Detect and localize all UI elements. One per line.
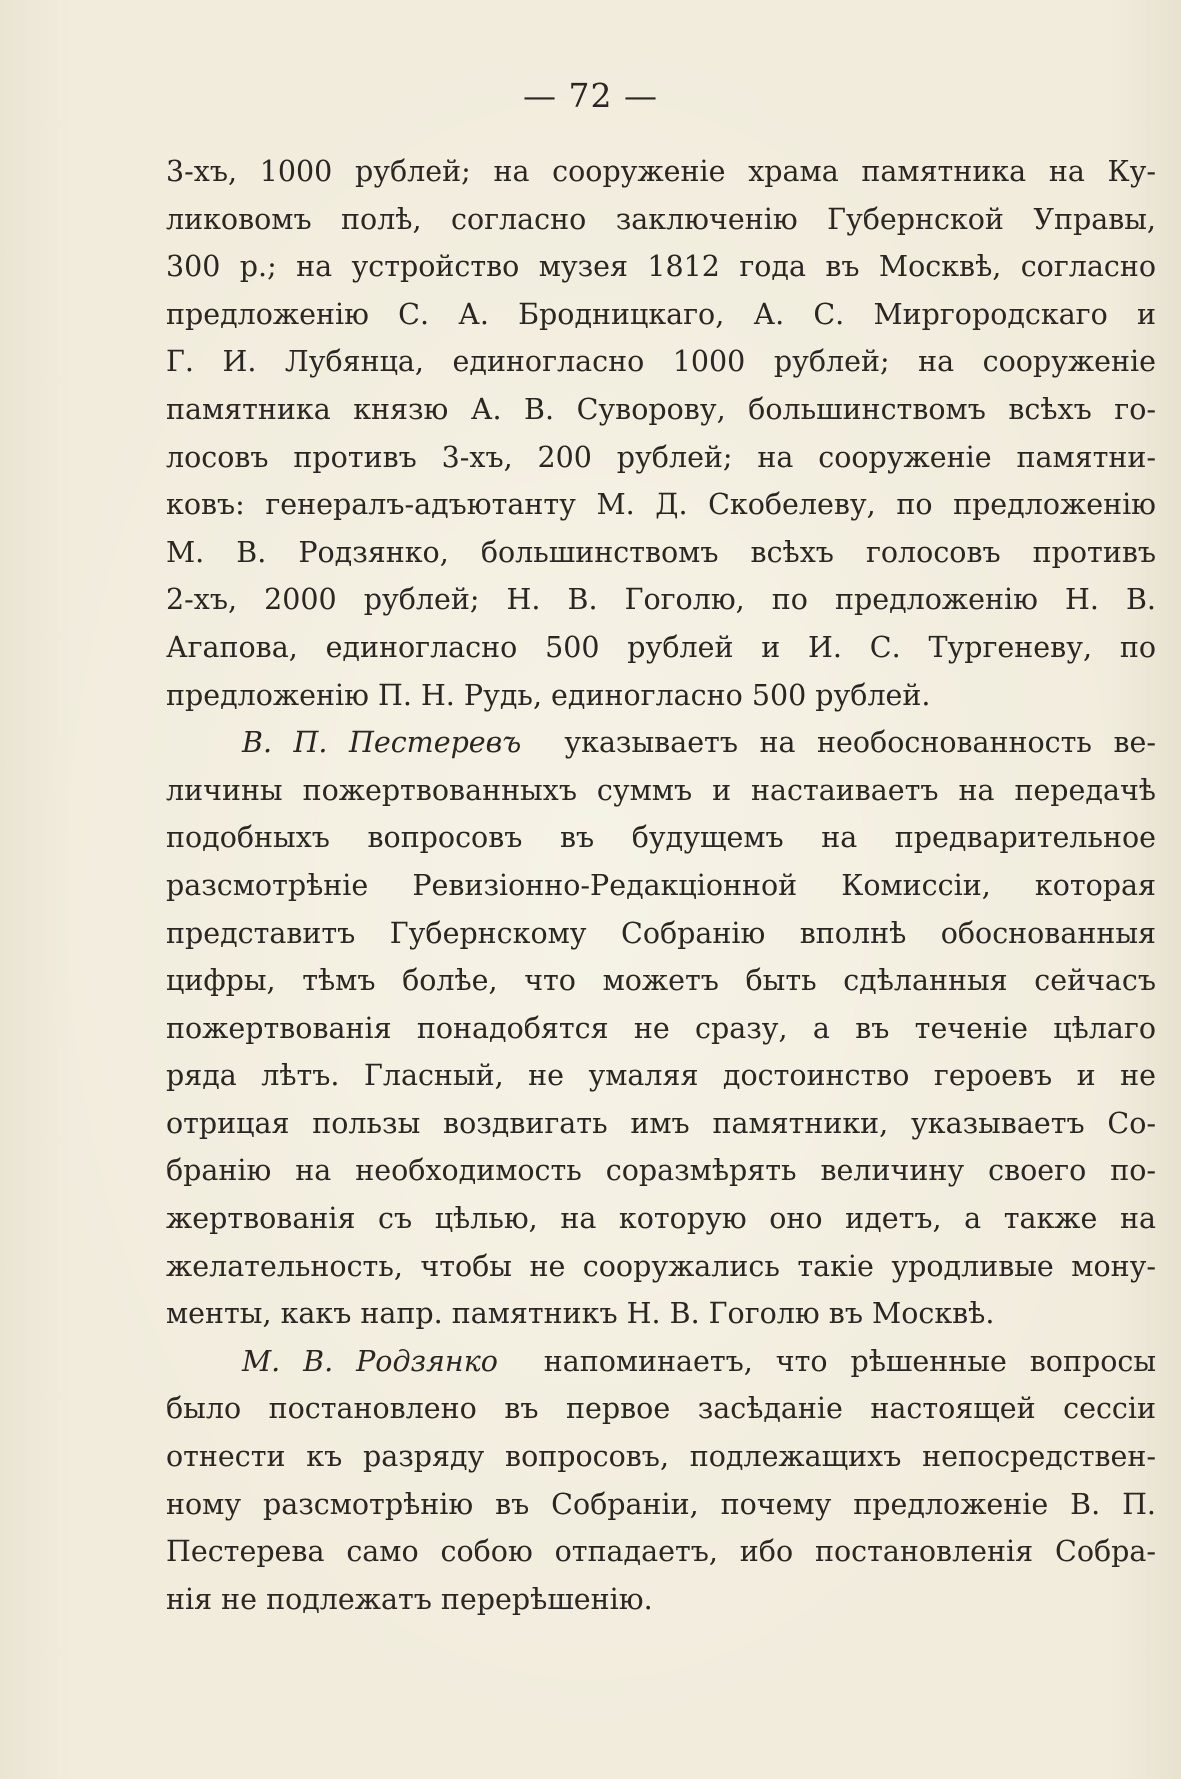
text-line: менты, какъ напр. памятникъ Н. В. Гоголю въ Москвѣ. bbox=[166, 1297, 995, 1331]
text-line: разсмотрѣніе Ревизіонно-Редакціонной Комиссіи, которая bbox=[166, 868, 1156, 902]
text-line: представитъ Губернскому Собранію вполнѣ обоснованныя bbox=[166, 916, 1156, 950]
text-line: 2-хъ, 2000 рублей; Н. В. Гоголю, по предложенію Н. В. bbox=[166, 583, 1156, 617]
paragraph-2 bbox=[166, 719, 1156, 1338]
text-line: памятника князю А. В. Суворову, большинствомъ всѣхъ го- bbox=[166, 392, 1156, 426]
text-line: личины пожертвованныхъ суммъ и настаиваетъ на передачѣ bbox=[166, 773, 1156, 807]
text-line: ликовомъ полѣ, согласно заключенію Губернской Управы, bbox=[166, 202, 1156, 236]
text-line: Пестерева само собою отпадаетъ, ибо постановленія Собра- bbox=[166, 1535, 1156, 1569]
text-line-content: указываетъ на необоснованность ве- bbox=[564, 726, 1156, 760]
text-line: лосовъ противъ 3-хъ, 200 рублей; на сооруженіе памятни- bbox=[166, 440, 1156, 474]
text-line: пожертвованія понадобятся не сразу, а въ теченіе цѣлаго bbox=[166, 1011, 1156, 1045]
text-line: бранію на необходимость соразмѣрять величину своего по- bbox=[166, 1154, 1156, 1188]
text-line: цифры, тѣмъ болѣе, что можетъ быть сдѣланныя сейчасъ bbox=[166, 964, 1156, 998]
text-line: ному разсмотрѣнію въ Собраніи, почему предложеніе В. П. bbox=[166, 1487, 1156, 1521]
text-line: Агапова, единогласно 500 рублей и И. С. Тургеневу, по bbox=[166, 630, 1156, 664]
body-text bbox=[166, 148, 1156, 1623]
speaker-name: М. В. Родзянко bbox=[242, 1344, 498, 1378]
text-line: нія не подлежатъ перерѣшенію. bbox=[166, 1582, 653, 1616]
text-line: ковъ: генералъ-адъютанту М. Д. Скобелеву, по предложенію bbox=[166, 488, 1156, 522]
text-line: ряда лѣтъ. Гласный, не умаляя достоинство героевъ и не bbox=[166, 1059, 1156, 1093]
page-number: — 72 — bbox=[523, 76, 658, 115]
paragraph-1 bbox=[166, 148, 1156, 719]
text-line: 300 р.; на устройство музея 1812 года въ Москвѣ, согласно bbox=[166, 250, 1156, 284]
text-line: было постановлено въ первое засѣданіе настоящей сессіи bbox=[166, 1392, 1156, 1426]
text-line: отрицая пользы воздвигать имъ памятники, указываетъ Со- bbox=[166, 1106, 1156, 1140]
text-line: предложенію П. Н. Рудь, единогласно 500 рублей. bbox=[166, 678, 931, 712]
text-line: предложенію С. А. Бродницкаго, А. С. Миргородскаго и bbox=[166, 297, 1156, 331]
text-line: отнести къ разряду вопросовъ, подлежащихъ непосредствен- bbox=[166, 1440, 1156, 1474]
text-line: желательность, чтобы не сооружались такіе уродливые мону- bbox=[166, 1249, 1156, 1283]
text-line-content: напоминаетъ, что рѣшенные вопросы bbox=[543, 1344, 1156, 1378]
text-line: жертвованія съ цѣлью, на которую оно идетъ, а также на bbox=[166, 1202, 1156, 1236]
text-line bbox=[166, 719, 1156, 767]
text-line bbox=[166, 1338, 1156, 1386]
paragraph-3 bbox=[166, 1338, 1156, 1624]
speaker-name: В. П. Пестеревъ bbox=[242, 726, 522, 760]
text-line: подобныхъ вопросовъ въ будущемъ на предварительное bbox=[166, 821, 1156, 855]
text-line: 3-хъ, 1000 рублей; на сооруженіе храма памятника на Ку- bbox=[166, 155, 1156, 188]
text-line: Г. И. Лубянца, единогласно 1000 рублей; на сооруженіе bbox=[166, 345, 1156, 379]
bleed-through-shadow bbox=[1040, 1535, 1150, 1655]
text-line: М. В. Родзянко, большинствомъ всѣхъ голосовъ противъ bbox=[166, 535, 1156, 569]
